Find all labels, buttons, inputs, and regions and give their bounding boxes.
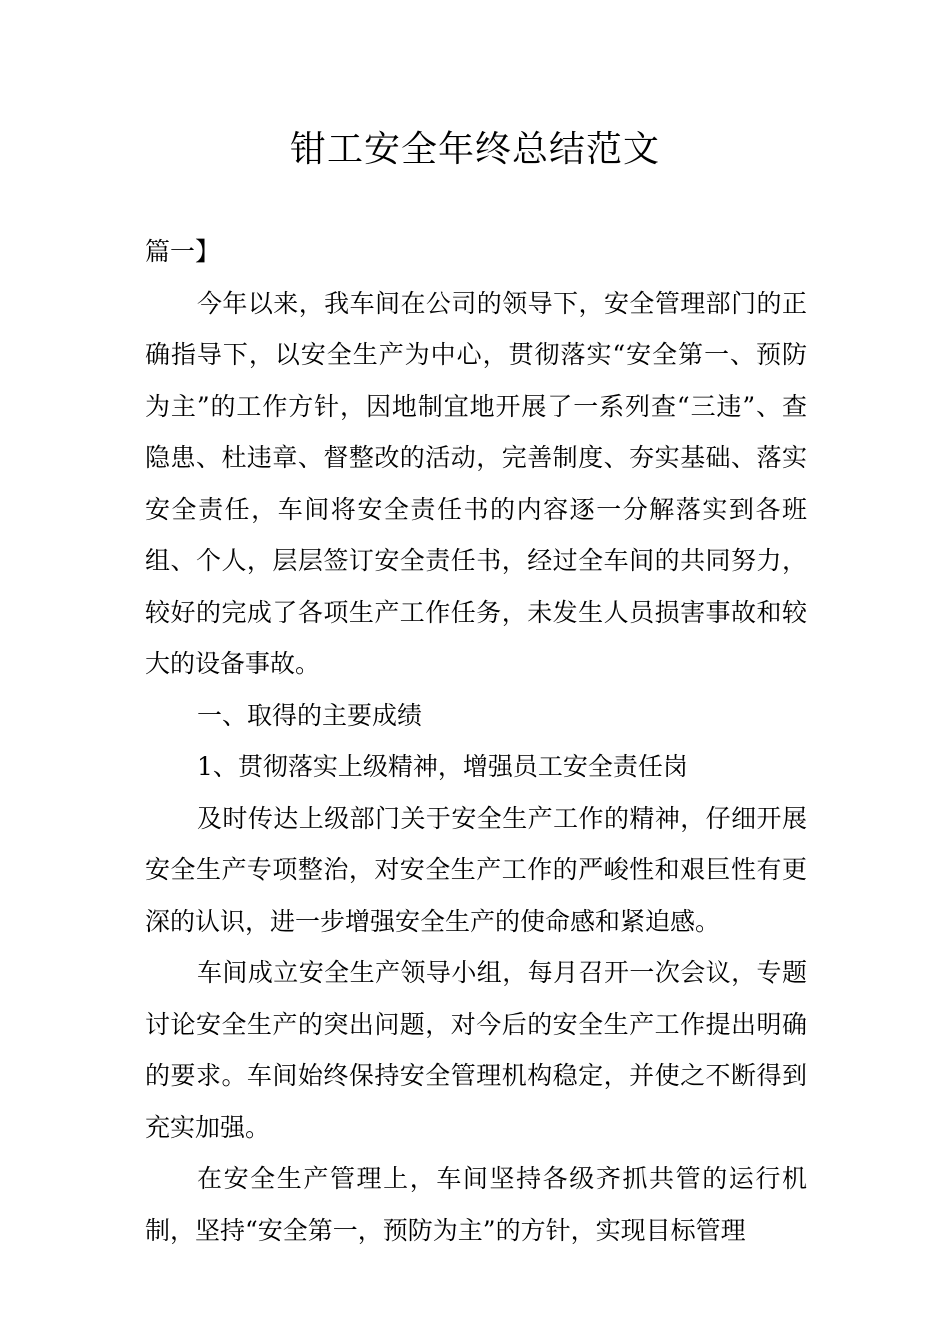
paragraph-leadership-group: 车间成立安全生产领导小组，每月召开一次会议，专题讨论安全生产的突出问题，对今后的安全生产工作提出明确的要求。车间始终保持安全管理机构稳定，并使之不断得到充实加强。 — [145, 958, 807, 1142]
section-label: 篇一】 — [145, 237, 221, 266]
subheading-1: 1、贯彻落实上级精神，增强员工安全责任岗 — [197, 752, 688, 781]
heading-achievements: 一、取得的主要成绩 — [197, 700, 423, 730]
document-title: 钳工安全年终总结范文 — [289, 129, 660, 170]
paragraph-intro: 今年以来，我车间在公司的领导下，安全管理部门的正确指导下，以安全生产为中心，贯彻落实“安全第一、预防为主”的工作方针，因地制宜地开展了一系列查“三违”、查隐患、杜违章、督整改的活动，完善制度、夯实基础、落实安全责任，车间将安全责任书的内容逐一分解落实到各班组、个人，层层签订安全责任书，经过全车间的共同努力，较好的完成了各项生产工作任务，未发生人员损害事故和较大的设备事故。 — [145, 288, 807, 678]
document-body — [145, 226, 807, 1256]
paragraph-management: 在安全生产管理上，车间坚持各级齐抓共管的运行机制，坚持“安全第一，预防为主”的方针，实现目标管理 — [145, 1164, 807, 1245]
paragraph-communication: 及时传达上级部门关于安全生产工作的精神，仔细开展安全生产专项整治，对安全生产工作的严峻性和艰巨性有更深的认识，进一步增强安全生产的使命感和紧迫感。 — [145, 803, 807, 936]
